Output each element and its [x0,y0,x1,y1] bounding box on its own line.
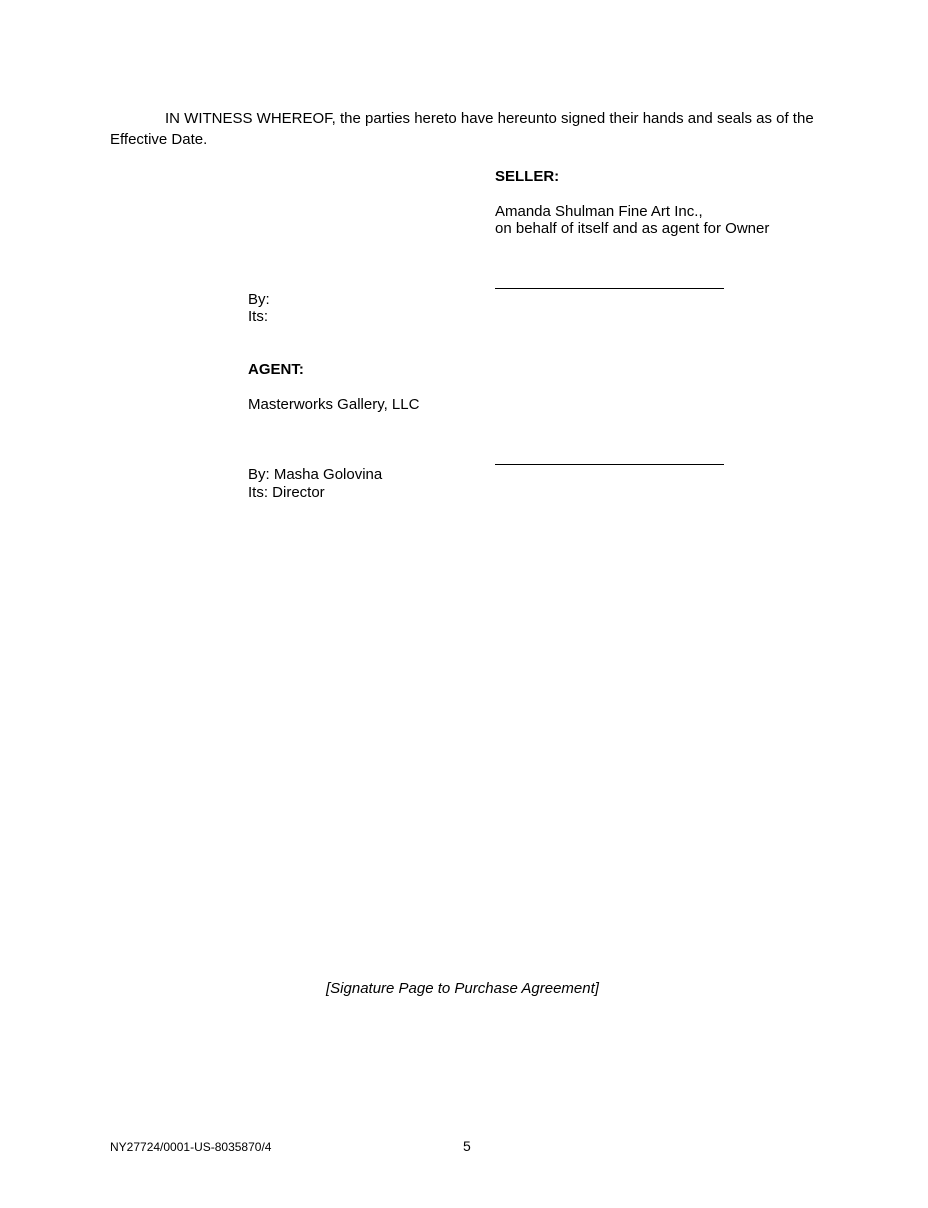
seller-company-name: Amanda Shulman Fine Art Inc., [495,203,703,220]
seller-signature-line [495,288,724,289]
seller-company-capacity: on behalf of itself and as agent for Owner [495,220,770,237]
agent-signature-line [495,464,724,465]
witness-paragraph-line-2: Effective Date. [110,131,208,148]
seller-by-label: By: [248,291,270,308]
seller-its-label: Its: [248,308,269,325]
seller-heading: SELLER: [495,168,560,185]
witness-paragraph-line-1: IN WITNESS WHEREOF, the parties hereto have hereunto signed their hands and seals as of the [165,110,814,127]
agent-company-name: Masterworks Gallery, LLC [248,396,420,413]
footer-page-number: 5 [463,1138,471,1154]
agent-its-label: Its: Director [248,484,325,501]
agent-by-label: By: Masha Golovina [248,466,383,483]
footer-document-id: NY27724/0001-US-8035870/4 [110,1140,272,1154]
agent-heading: AGENT: [248,361,304,378]
signature-page-caption: [Signature Page to Purchase Agreement] [326,980,599,997]
